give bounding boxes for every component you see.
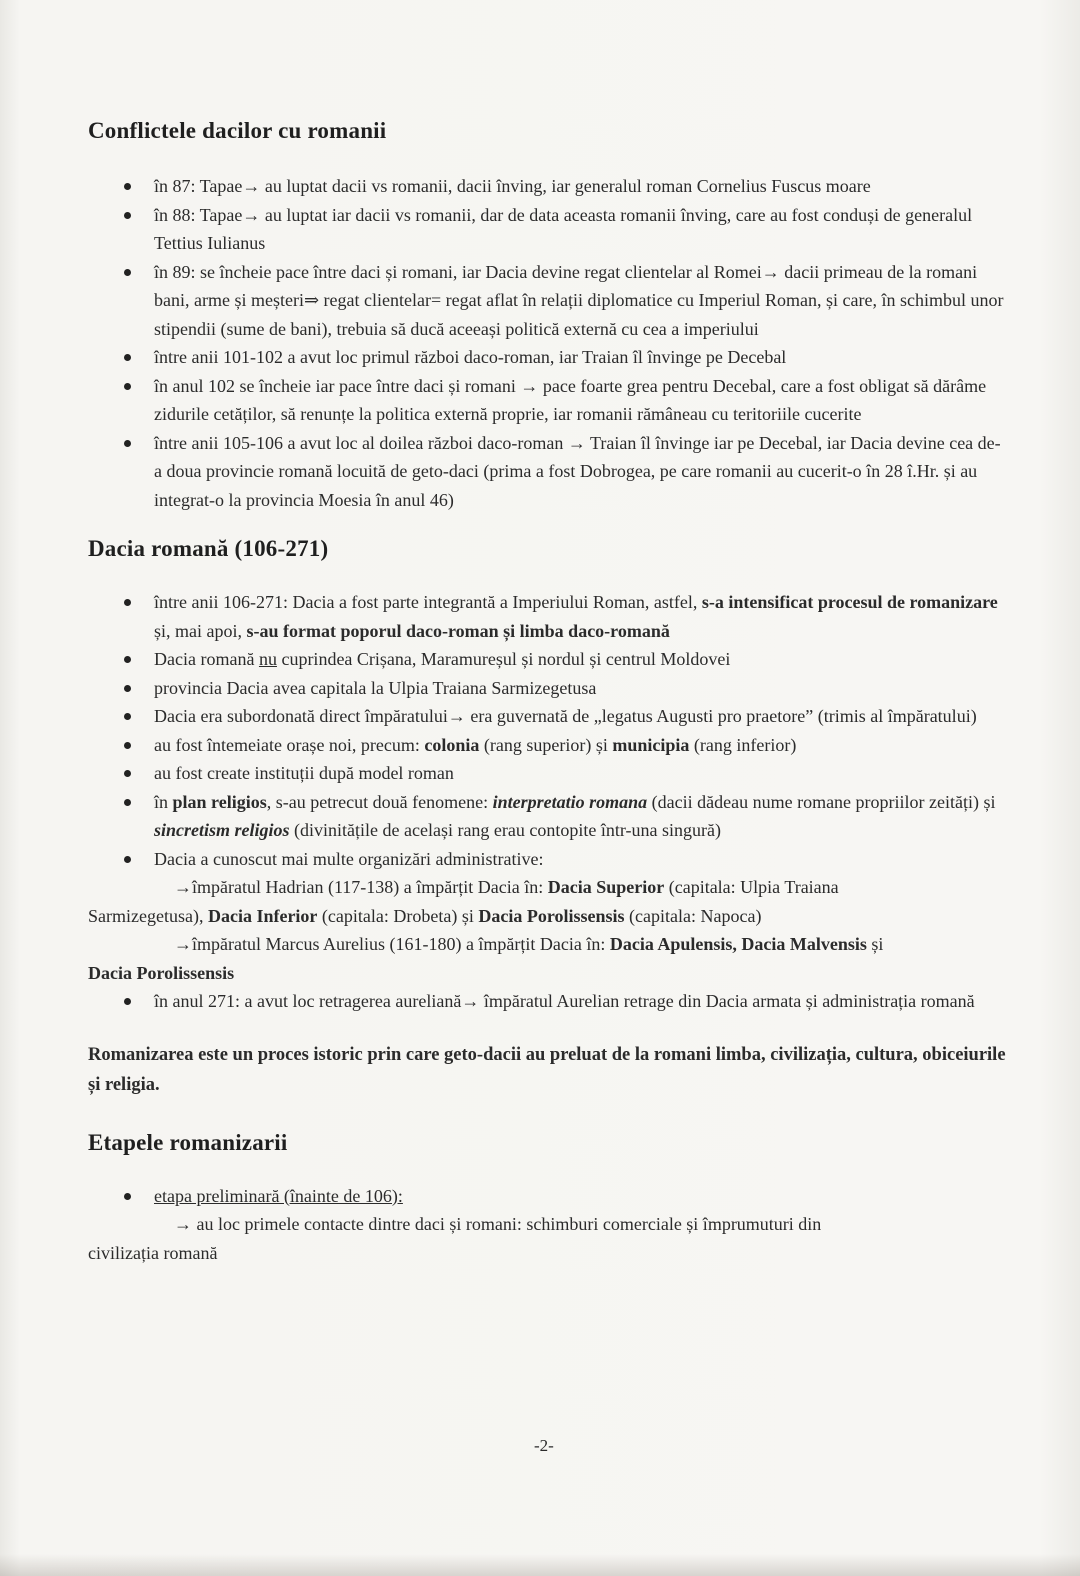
list-item: Dacia a cunoscut mai multe organizări administrative:: [88, 845, 1008, 874]
romanization-definition: Romanizarea este un proces istoric prin care geto-dacii au preluat de la romani limba, civilizația, cultura, obiceiurile și religia.: [88, 1044, 1006, 1095]
heading-dacia-romana: Dacia romană (106-271): [88, 536, 329, 561]
list-item: între anii 106-271: Dacia a fost parte integrantă a Imperiului Roman, astfel, s-a intensificat procesul de romanizare și, mai apoi, s-au format poporul daco-roman și limba daco-romană: [88, 588, 1008, 645]
list-item: în anul 102 se încheie iar pace între daci și romani → pace foarte grea pentru Decebal, care a fost obligat să dărâme zidurile cetăților, să renunțe la politica externă proprie, iar romanii rămâneau cu teritoriile cucerite: [88, 372, 1008, 429]
hadrian-line: →împăratul Hadrian (117-138) a împărțit Dacia în: Dacia Superior (capitala: Ulpia Traiana: [174, 877, 839, 897]
stages-list: [88, 1182, 1008, 1211]
heading-conflicts: Conflictele dacilor cu romanii: [88, 118, 387, 143]
stage-detail-cont: civilizația romană: [88, 1242, 218, 1263]
list-item: Dacia romană nu cuprindea Crișana, Maramureșul și nordul și centrul Moldovei: [88, 645, 1008, 674]
list-item: în anul 271: a avut loc retragerea aureliană→ împăratul Aurelian retrage din Dacia armata și administrația romană: [88, 987, 1008, 1016]
page-number: -2-: [534, 1436, 554, 1455]
list-item: între anii 101-102 a avut loc primul război daco-roman, iar Traian îl învinge pe Decebal: [88, 343, 1008, 372]
hadrian-line-cont: Sarmizegetusa), Dacia Inferior (capitala: Drobeta) și Dacia Porolissensis (capitala: Napoca): [88, 905, 762, 926]
list-item: etapa preliminară (înainte de 106):: [88, 1182, 1008, 1211]
document-body: [88, 118, 1008, 1267]
list-item: Dacia era subordonată direct împăratului→ era guvernată de „legatus Augusti pro praetore” (trimis al împăratului): [88, 702, 1008, 731]
conflicts-list: [88, 172, 1008, 514]
list-item: au fost întemeiate orașe noi, precum: colonia (rang superior) și municipia (rang inferior): [88, 731, 1008, 760]
stage-detail: → au loc primele contacte dintre daci și romani: schimburi comerciale și împrumuturi din: [174, 1214, 822, 1234]
list-item: au fost create instituții după model roman: [88, 759, 1008, 788]
marcus-line-cont: Dacia Porolissensis: [88, 962, 235, 983]
marcus-line: →împăratul Marcus Aurelius (161-180) a împărțit Dacia în: Dacia Apulensis, Dacia Malvensis și: [174, 934, 884, 954]
list-item: în 88: Tapae→ au luptat iar dacii vs romanii, dar de data aceasta romanii înving, care au fost conduși de generalul Tettius Iulianus: [88, 201, 1008, 258]
heading-etapele: Etapele romanizarii: [88, 1129, 288, 1155]
page-shadow: [0, 1554, 1080, 1576]
list-item: între anii 105-106 a avut loc al doilea război daco-roman → Traian îl învinge iar pe Decebal, iar Dacia devine cea de-a doua provincie romană locuită de geto-daci (prima a fost Dobrogea, pe care romanii au cucerit-o în 28 î.Hr. și au integrat-o la provincia Moesia în anul 46): [88, 429, 1008, 515]
list-item: în plan religios, s-au petrecut două fenomene: interpretatio romana (dacii dădeau nume romane propriilor zeități) și sincretism religios (divinitățile de același rang erau contopite într-una singură): [88, 788, 1008, 845]
list-item: în 89: se încheie pace între daci și romani, iar Dacia devine regat clientelar al Romei→ dacii primeau de la romani bani, arme și meșteri⇒ regat clientelar= regat aflat în relații diplomatice cu Imperiul Roman, și care, în schimbul unor stipendii (sume de bani), trebuia să ducă aceeași politică externă cu cea a imperiului: [88, 258, 1008, 344]
list-item: în 87: Tapae→ au luptat dacii vs romanii, dacii înving, iar generalul roman Cornelius Fuscus moare: [88, 172, 1008, 201]
list-item: provincia Dacia avea capitala la Ulpia Traiana Sarmizegetusa: [88, 674, 1008, 703]
dacia-list: [88, 588, 1008, 873]
